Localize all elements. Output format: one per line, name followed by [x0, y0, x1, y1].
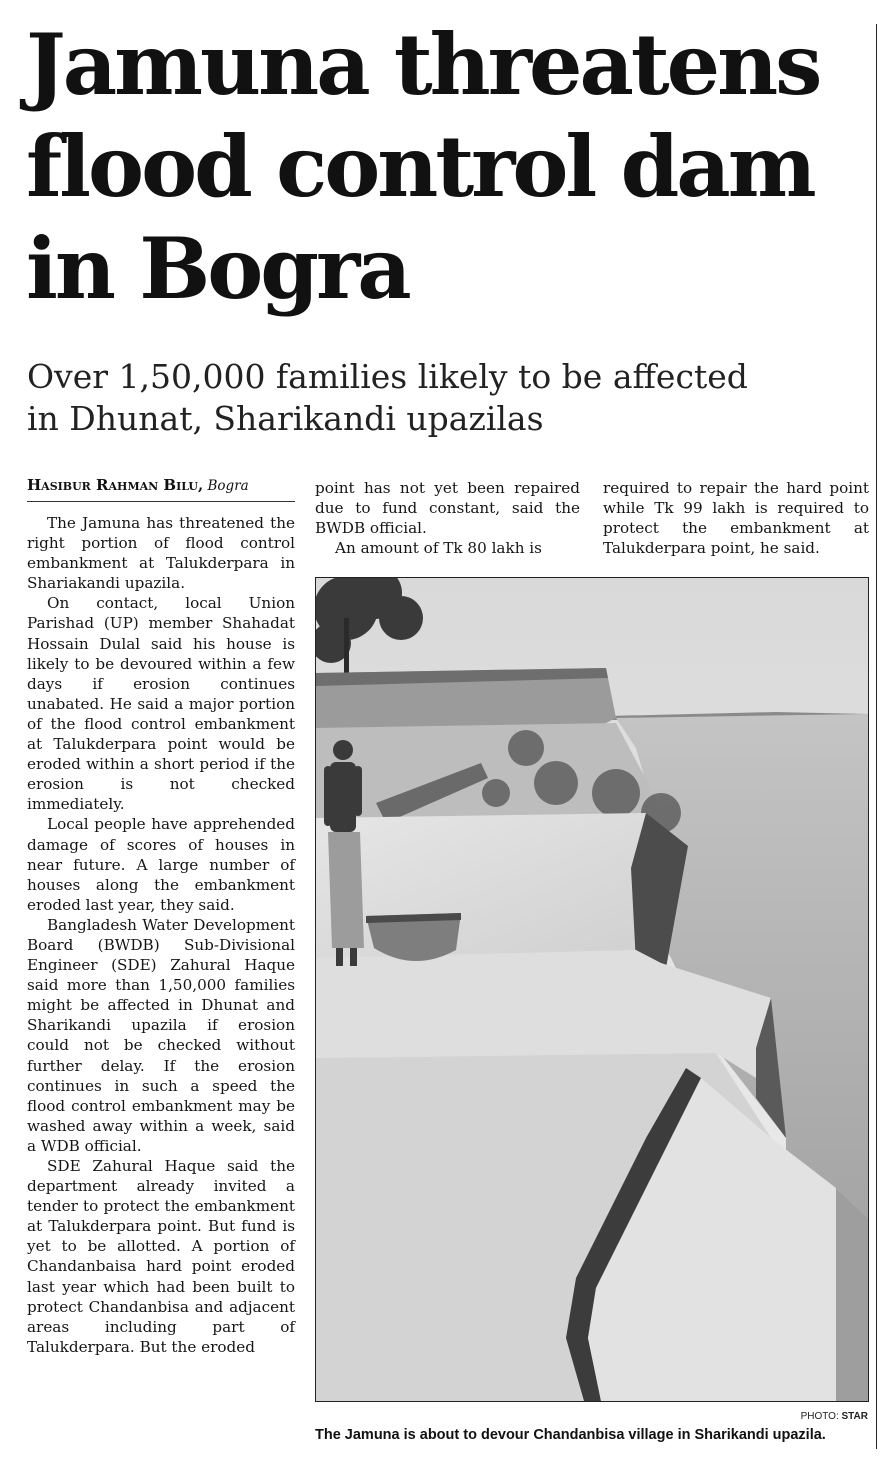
column-rule — [876, 24, 877, 1449]
riverbank-erosion-illustration — [316, 578, 868, 1401]
paragraph: SDE Zahural Haque said the department already invited a tender to protect the embankment at Talukderpara point. But fund is yet to be allotted. A portion of Chandanbaisa hard point eroded last year which had been built to protect Chandanbisa and adjacent areas including part of Talukderpara. But the eroded — [27, 1157, 295, 1356]
headline-line-3: in Bogra — [26, 219, 409, 318]
paragraph: point has not yet been repaired due to fund constant, said the BWDB official. — [315, 479, 580, 538]
photo-credit — [801, 1411, 868, 1422]
photo-caption: The Jamuna is about to devour Chandanbisa village in Sharikandi upazila. — [315, 1427, 826, 1443]
photo-credit-label: PHOTO: — [800, 1411, 839, 1422]
paragraph: On contact, local Union Parishad (UP) member Shahadat Hossain Dulal said his house is likely to be devoured within a few days if erosion continues unabated. He said a major portion of the flood control embankment at Talukderpara point would be eroded within a short period if the erosion is not checked immediately. — [27, 594, 295, 814]
byline — [27, 476, 295, 502]
paragraph: required to repair the hard point while Tk 99 lakh is required to protect the embankment at Talukderpara point, he said. — [603, 479, 869, 558]
headline — [26, 14, 866, 320]
subheadline-line-2: in Dhunat, Sharikandi upazilas — [27, 399, 544, 438]
subheadline — [27, 356, 867, 440]
photo-credit-source: STAR — [841, 1411, 868, 1422]
article-column-1 — [27, 513, 295, 1357]
paragraph: The Jamuna has threatened the right portion of flood control embankment at Talukderpara in Shariakandi upazila. — [27, 514, 295, 593]
headline-line-2: flood control dam — [26, 117, 814, 216]
paragraph: Local people have apprehended damage of scores of houses in near future. A large number of houses along the embankment eroded last year, they said. — [27, 815, 295, 914]
byline-location: Bogra — [207, 478, 249, 494]
news-photo — [315, 577, 869, 1402]
headline-line-1: Jamuna threatens — [26, 15, 820, 114]
subheadline-line-1: Over 1,50,000 families likely to be affected — [27, 357, 748, 396]
article-column-3 — [603, 478, 869, 558]
paragraph: An amount of Tk 80 lakh is — [335, 539, 542, 558]
byline-author: Hasibur Rahman Bilu, — [27, 476, 204, 494]
paragraph: Bangladesh Water Development Board (BWDB) Sub-Divisional Engineer (SDE) Zahural Haque said more than 1,50,000 families might be affected in Dhunat and Sharikandi upazila if erosion could not be checked without further delay. If the erosion continues in such a speed the flood control embankment may be washed away within a week, said a WDB official. — [27, 915, 295, 1155]
article-column-2 — [315, 478, 580, 558]
